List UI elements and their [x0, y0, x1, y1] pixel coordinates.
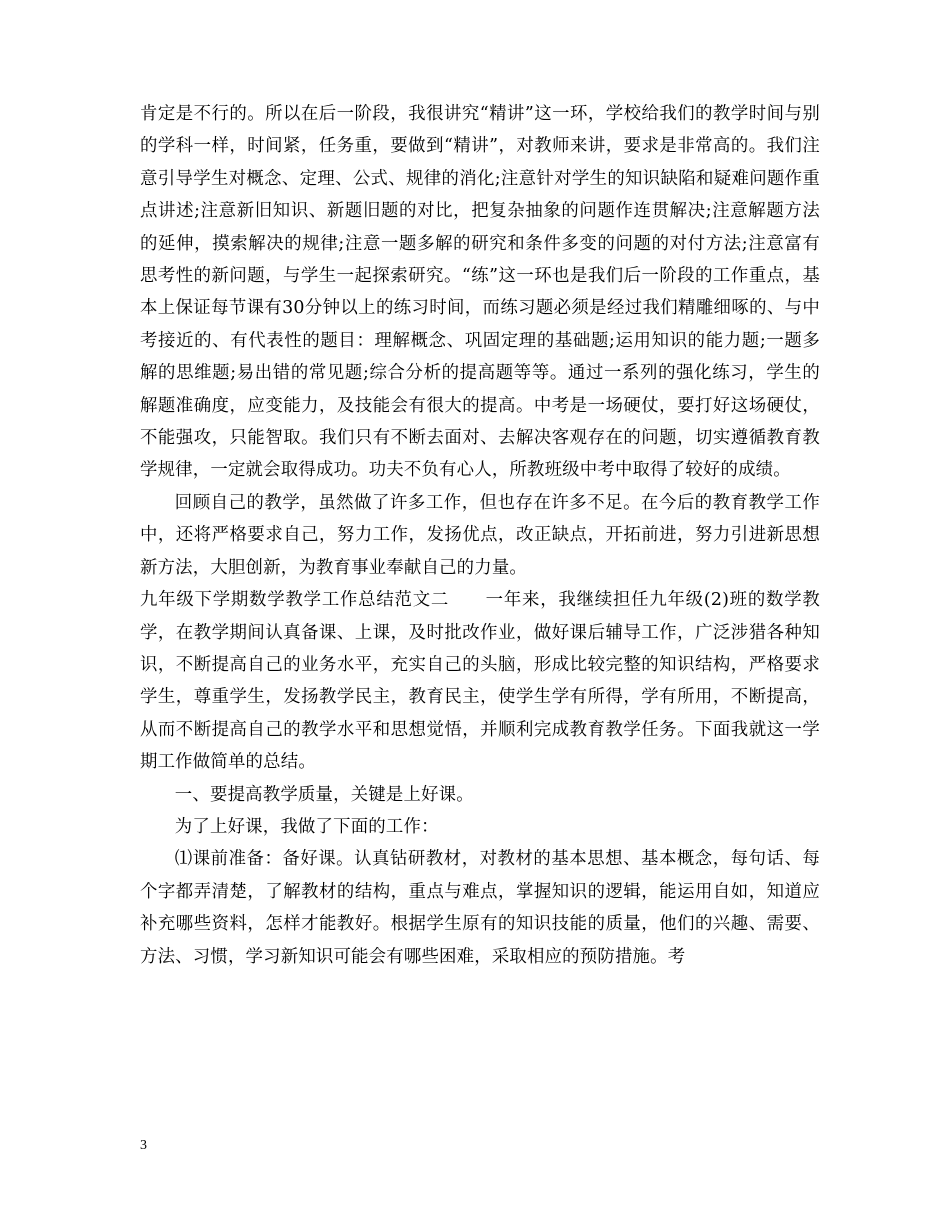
section-intro: 一年来，我继续担任九年级(2)班的数学教学，在教学期间认真备课、上课，及时批改作业，做好课后辅导工作，广泛涉猎各种知识，不断提高自己的业务水平，充实自己的头脑，形成比较完整的知识结构，严格要求学生，尊重学生，发扬教学民主，教育民主，使学生学有所得，学有所用，不断提高，从而不断提高自己的教学水平和思想觉悟，并顺利完成教育教学任务。下面我就这一学期工作做简单的总结。	[140, 590, 821, 773]
paragraph-work-intro: 为了上好课，我做了下面的工作：	[174, 816, 439, 837]
paragraph-reflection: 回顾自己的教学，虽然做了许多工作，但也存在许多不足。在今后的教育教学工作中，还将严格要求自己，努力工作，发扬优点，改正缺点，开拓前进，努力引进新思想新方法，大胆创新，为教育事业奉献自己的力量。	[140, 492, 820, 578]
paragraph-teaching-method: 肯定是不行的。所以在后一阶段，我很讲究“精讲”这一环，学校给我们的教学时间与别的学科一样，时间紧，任务重，要做到“精讲”，对教师来讲，要求是非常高的。我们注意引导学生对概念、定理、公式、规律的消化;注意针对学生的知识缺陷和疑难问题作重点讲述;注意新旧知识、新题旧题的对比，把复杂抽象的问题作连贯解决;注意解题方法的延伸，摸索解决的规律;注意一题多解的研究和条件多变的问题的对付方法;注意富有思考性的新问题，与学生一起探索研究。“练”这一环也是我们后一阶段的工作重点，基本上保证每节课有30分钟以上的练习时间，而练习题必须是经过我们精雕细啄的、与中考接近的、有代表性的题目：理解概念、巩固定理的基础题;运用知识的能力题;一题多解的思维题;易出错的常见题;综合分析的提高题等等。通过一系列的强化练习，学生的解题准确度，应变能力，及技能会有很大的提高。中考是一场硬仗，要打好这场硬仗，不能强攻，只能智取。我们只有不断去面对、去解决客观存在的问题，切实遵循教育教学规律，一定就会取得成功。功夫不负有心人，所教班级中考中取得了较好的成绩。	[140, 104, 820, 481]
paragraph-lesson-prep: ⑴课前准备：备好课。认真钻研教材，对教材的基本思想、基本概念，每句话、每个字都弄清楚，了解教材的结构，重点与难点，掌握知识的逻辑，能运用自如，知道应补充哪些资料，怎样才能教好。根据学生原有的知识技能的质量，他们的兴趣、需要、方法、习惯，学习新知识可能会有哪些困难，采取相应的预防措施。考	[140, 849, 820, 967]
page-number: 3	[140, 1138, 147, 1153]
page-body	[140, 98, 820, 973]
section-heading: 九年级下学期数学教学工作总结范文二	[140, 590, 450, 611]
paragraph-section-two	[140, 584, 820, 778]
subheading-one: 一、要提高教学质量，关键是上好课。	[174, 784, 474, 805]
